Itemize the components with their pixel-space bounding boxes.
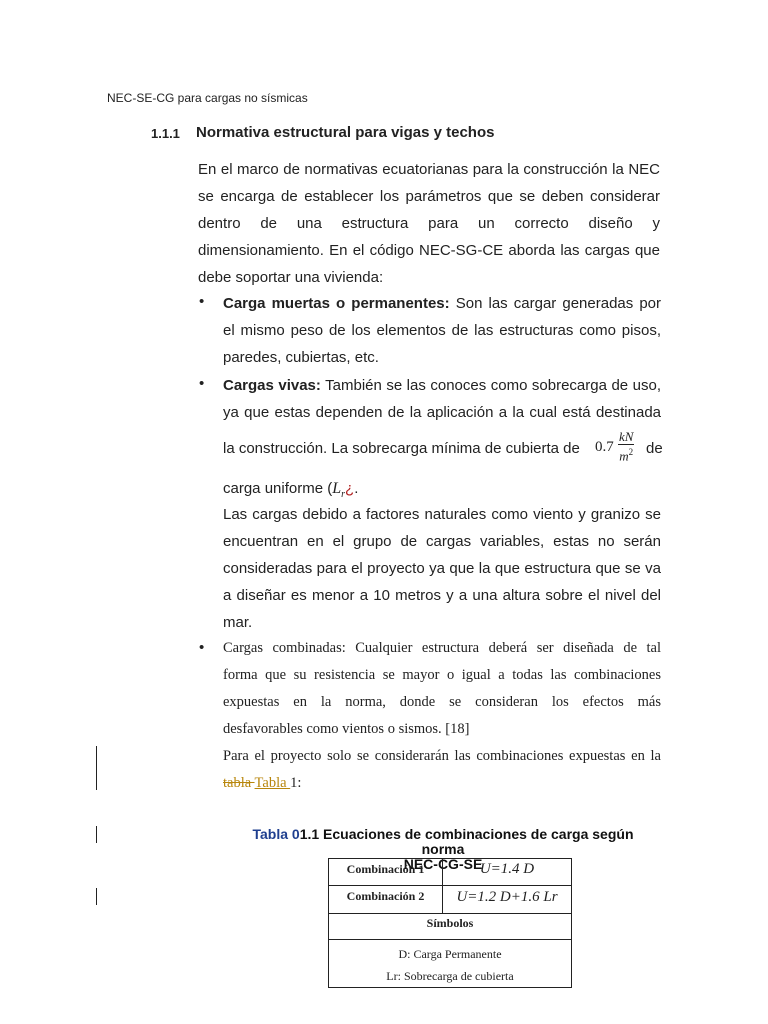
text-line: Para el proyecto solo se considerarán las combinaciones expuestas en la [223, 748, 661, 764]
variable-loads-paragraph [223, 501, 661, 636]
symbol-definition: Lr: Sobrecarga de cubierta [386, 968, 514, 983]
text-line: a diseñar es menor a 10 metros y a una altura sobre el nivel del [223, 587, 661, 604]
bullet-combined-loads [223, 635, 661, 797]
table-row [329, 886, 572, 914]
text-line: forma que su resistencia se mayor o igual a todas las combinaciones [223, 667, 661, 683]
text-line: el mismo peso de los elementos de las estructuras como pisos, [223, 322, 661, 339]
bullet-marker: • [199, 375, 205, 392]
change-bar [96, 746, 97, 790]
table-row [329, 859, 572, 886]
table-row [329, 914, 572, 940]
bullet-term: Carga muertas o permanentes: [223, 295, 450, 312]
unit-fraction: $\frac{kN}{m^2}$ [619, 429, 634, 464]
tracked-deletion: tabla [223, 775, 255, 791]
intro-paragraph [198, 156, 660, 291]
symbol-definition: D: Carga Permanente [398, 946, 502, 961]
text-line: dentro de una estructura para un correcto diseño y [198, 215, 660, 232]
document-header: NEC-SE-CG para cargas no sísmicas [107, 91, 308, 105]
symbols-cell [329, 940, 572, 988]
text-line: expuestas en la norma, donde se consideran los efectos más [223, 694, 661, 710]
text-line: carga uniforme ($L_r¿$. [223, 480, 359, 500]
table-caption: Tabla 01.1 Ecuaciones de combinaciones de carga según norma NEC-CG-SE [252, 826, 634, 872]
text-line: encuentran en el grupo de cargas variables, estas no serán [223, 533, 661, 550]
change-bar [96, 888, 97, 905]
bullet-marker: • [199, 293, 205, 310]
change-bar [96, 826, 97, 843]
text-line: mar. [223, 614, 253, 631]
table-row [329, 940, 572, 988]
text-line: dimensionamiento. En el código NEC-SG-CE aborda las cargas que [198, 242, 660, 259]
text-line: Cargas vivas: También se las conoces como sobrecarga de uso, [223, 377, 661, 394]
text-line: Carga muertas o permanentes: Son las cargar generadas por [223, 295, 662, 312]
bullet-term: Cargas vivas: [223, 377, 321, 394]
text-line-with-fraction: la construcción. La sobrecarga mínima de cubierta de 0.7 $\frac{kN}{m^2}$ de [223, 429, 663, 464]
bullet-marker: • [199, 639, 205, 656]
text-line: se encarga de establecer los parámetros que se deben considerar [198, 188, 660, 205]
load-combinations-table [328, 858, 572, 988]
table-reference-link[interactable]: Tabla [254, 775, 291, 791]
combination-label: Combinación 2 [329, 886, 443, 914]
caption-label: Tabla 0 [252, 826, 300, 842]
text-line: desfavorables como vientos o sismos. [18] [223, 721, 470, 737]
load-value: 0.7 [595, 439, 614, 455]
text-line: debe soportar una vivienda: [198, 269, 384, 286]
text-line: En el marco de normativas ecuatorianas para la construcción la NEC [198, 161, 660, 178]
combination-label: Combinación 1 [329, 859, 443, 886]
combination-formula: U=1.2 D+1.6 Lr [443, 886, 572, 914]
section-number: 1.1.1 [151, 126, 180, 141]
bullet-live-load [223, 372, 661, 426]
text-line: tabla Tabla 1: [223, 775, 302, 791]
section-title: Normativa estructural para vigas y techos [196, 124, 495, 141]
text-line: paredes, cubiertas, etc. [223, 349, 379, 366]
text-line: Las cargas debido a factores naturales como viento y granizo se [223, 506, 661, 523]
symbols-header: Símbolos [329, 914, 572, 940]
text-line: ya que estas dependen de la aplicación a la cual está destinada [223, 404, 661, 421]
text-line: Cargas combinadas: Cualquier estructura deberá ser diseñada de tal [223, 640, 661, 656]
bullet-dead-load [223, 290, 661, 371]
text-line: consideradas para el proyecto ya que la que estructura que se va [223, 560, 661, 577]
combination-formula: U=1.4 D [443, 859, 572, 886]
